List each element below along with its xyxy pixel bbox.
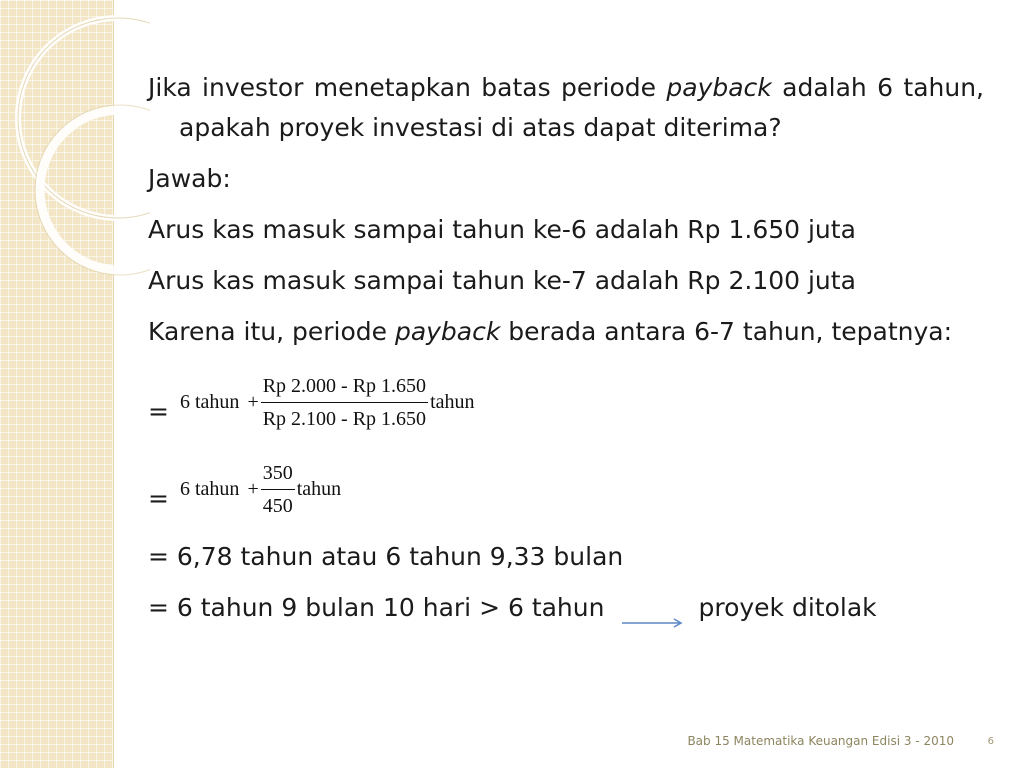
fraction [261,375,428,430]
formula-simplified [148,450,984,528]
result-decimal: = 6,78 tahun atau 6 tahun 9,33 bulan [148,542,624,571]
fraction-denominator: Rp 2.100 - Rp 1.650 [262,407,427,430]
fraction-bar [261,489,295,490]
formula-full [148,363,984,441]
question-paragraph: Jika investor menetapkan batas periode payback adalah 6 tahun, apakah proyek investasi di atas dapat diterima? [148,73,984,142]
decorative-rings [0,0,150,320]
footer-text: Bab 15 Matematika Keuangan Edisi 3 - 2010 [687,734,954,748]
cash-inflow-year6: Arus kas masuk sampai tahun ke-6 adalah Rp 1.650 juta [148,215,856,244]
answer-label: Jawab: [148,164,231,193]
payback-statement: Karena itu, periode payback berada antara 6-7 tahun, tepatnya: [148,317,953,346]
result-conclusion [148,588,984,628]
formula-lead: 6 tahun [180,478,240,500]
equals-sign: = [148,397,169,426]
right-arrow-icon [622,602,684,616]
fraction-bar [261,402,428,403]
fraction [261,462,295,517]
formula-lead: 6 tahun [180,391,240,413]
result-comparison: = 6 tahun 9 bulan 10 hari > 6 tahun [148,593,605,622]
result-verdict: proyek ditolak [698,593,877,622]
formula-expression [180,375,475,430]
equals-sign: = [148,484,169,513]
slide-body [148,68,984,639]
payback-term: payback [394,317,501,346]
fraction-numerator: 350 [262,461,293,484]
fraction-denominator: 450 [262,494,293,517]
formula-plus: + [247,478,259,500]
fraction-numerator: Rp 2.000 - Rp 1.650 [262,374,427,397]
formula-unit: tahun [430,391,475,413]
page-number: 6 [987,736,994,747]
cash-inflow-year7: Arus kas masuk sampai tahun ke-7 adalah Rp 2.100 juta [148,266,856,295]
formula-unit: tahun [296,478,342,500]
formula-plus: + [247,391,259,413]
payback-term: payback [666,73,772,102]
formula-expression [180,462,341,517]
